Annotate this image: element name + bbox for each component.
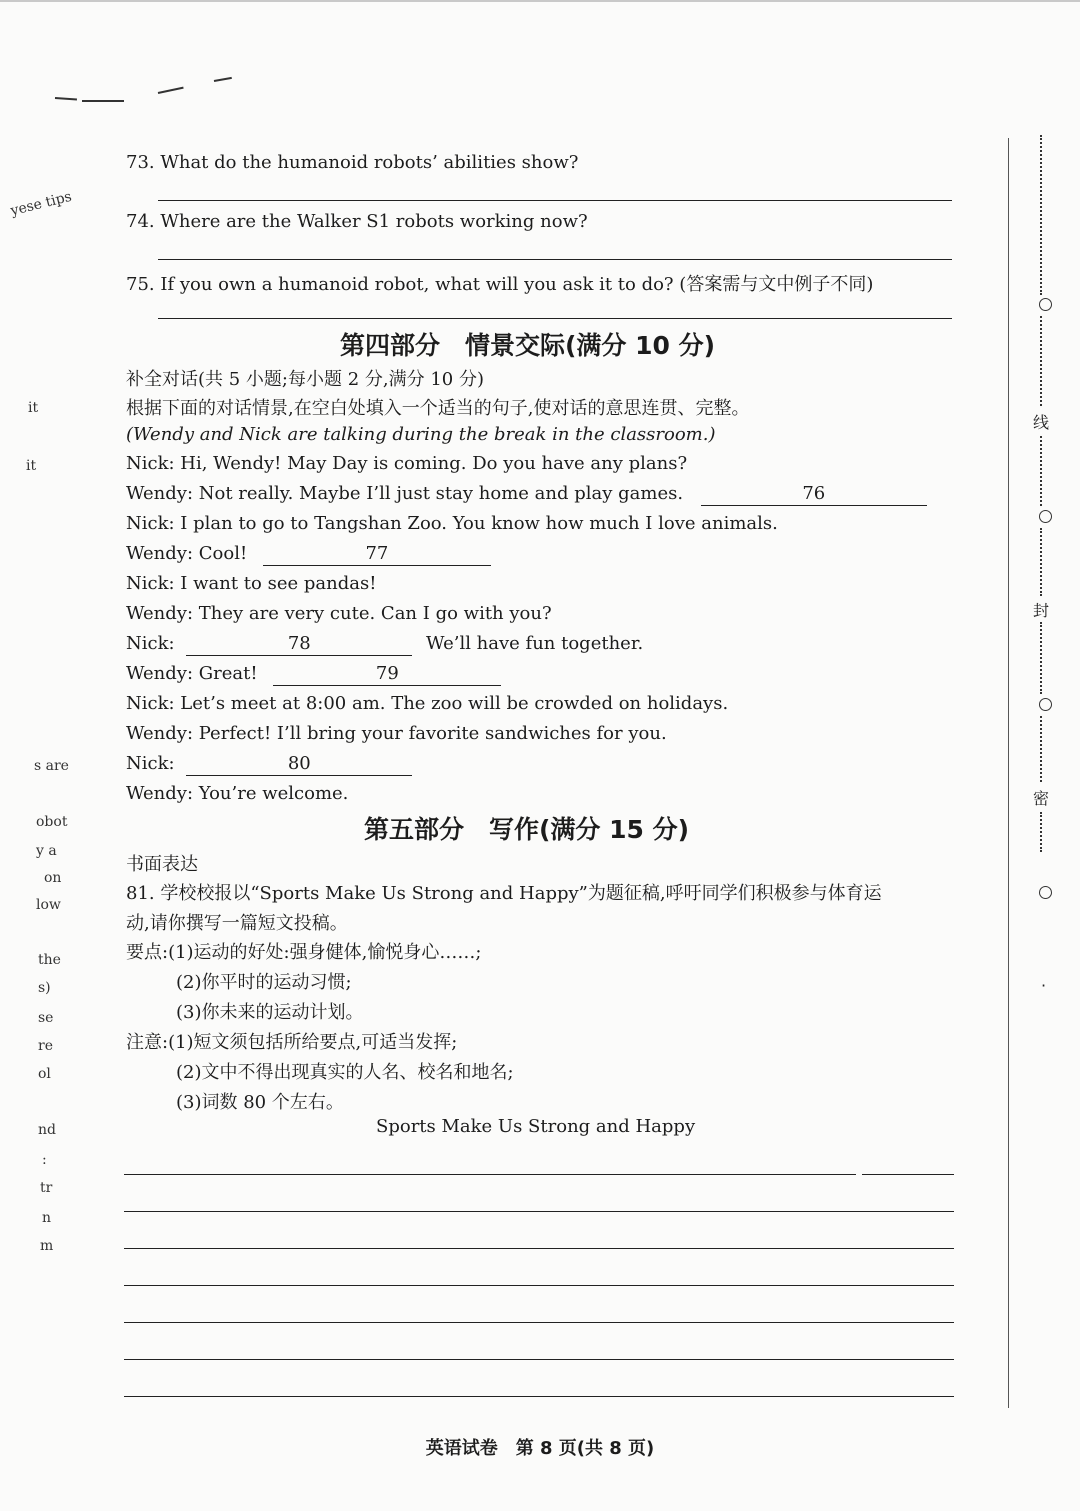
bleed-text: it <box>26 458 37 474</box>
binding-hole <box>1039 698 1052 711</box>
scratch-mark <box>158 87 184 94</box>
page-edge-line <box>1008 138 1009 1408</box>
bleed-text: on <box>44 870 62 886</box>
bleed-text: se <box>38 1010 54 1026</box>
binding-dot: · <box>1041 976 1047 995</box>
key-point: (3)你未来的运动计划。 <box>176 1002 364 1023</box>
part4-title: 第四部分 情景交际(满分 10 分) <box>340 331 716 360</box>
binding-dotted-line <box>1040 622 1042 694</box>
dialogue-line: Nick: Let’s meet at 8:00 am. The zoo will be crowded on holidays. <box>126 693 729 714</box>
dialogue-line: Nick: I plan to go to Tangshan Zoo. You know how much I love animals. <box>126 513 778 534</box>
dialogue-context: (Wendy and Nick are talking during the break in the classroom.) <box>126 424 716 445</box>
binding-hole <box>1039 886 1052 899</box>
binding-dotted-line <box>1040 812 1042 852</box>
writing-line[interactable] <box>124 1248 954 1249</box>
dialogue-line <box>126 483 927 506</box>
bleed-text: m <box>40 1238 54 1254</box>
writing-line[interactable] <box>124 1396 954 1397</box>
blank-78[interactable] <box>186 633 412 656</box>
blank-number: 80 <box>287 753 311 774</box>
note: 注意:(1)短文须包括所给要点,可适当发挥; <box>126 1032 458 1053</box>
dialogue-line: Nick: Hi, Wendy! May Day is coming. Do you have any plans? <box>126 453 688 474</box>
blank-79[interactable] <box>273 663 501 686</box>
writing-line[interactable] <box>124 1285 954 1286</box>
binding-dotted-line <box>1040 436 1042 506</box>
part4-instruction: 根据下面的对话情景,在空白处填入一个适当的句子,使对话的意思连贯、完整。 <box>126 398 750 419</box>
dialogue-text: Wendy: Not really. Maybe I’ll just stay home and play games. <box>126 483 684 504</box>
writing-line[interactable] <box>862 1174 954 1175</box>
binding-hole <box>1039 298 1052 311</box>
blank-number: 79 <box>375 663 399 684</box>
binding-dotted-line <box>1040 528 1042 596</box>
dialogue-line: Wendy: You’re welcome. <box>126 783 349 804</box>
essay-title: Sports Make Us Strong and Happy <box>376 1116 696 1137</box>
answer-line-73[interactable] <box>158 200 952 201</box>
binding-dotted-line <box>1040 716 1042 782</box>
scratch-mark <box>55 97 77 101</box>
binding-hole <box>1039 510 1052 523</box>
dialogue-line: Wendy: They are very cute. Can I go with you? <box>126 603 552 624</box>
dialogue-line: Nick: I want to see pandas! <box>126 573 377 594</box>
dialogue-text: We’ll have fun together. <box>426 633 644 654</box>
dialogue-text: Nick: <box>126 633 175 654</box>
dialogue-line <box>126 543 491 566</box>
blank-number: 77 <box>365 543 389 564</box>
bleed-text: the <box>38 952 61 968</box>
bleed-text: nd <box>38 1122 56 1138</box>
question-75: 75. If you own a humanoid robot, what will you ask it to do? (答案需与文中例子不同) <box>126 274 874 295</box>
writing-line[interactable] <box>124 1359 954 1360</box>
question-74: 74. Where are the Walker S1 robots working now? <box>126 211 588 232</box>
top-edge <box>0 0 1080 2</box>
question-73: 73. What do the humanoid robots’ abilities show? <box>126 152 579 173</box>
part5-label: 书面表达 <box>126 854 198 875</box>
bleed-text: y a <box>36 843 57 859</box>
binding-label: 线 <box>1033 413 1050 432</box>
key-point: 要点:(1)运动的好处:强身健体,愉悦身心……; <box>126 942 482 963</box>
page-footer: 英语试卷 第 8 页(共 8 页) <box>425 1438 655 1459</box>
bleed-text: ol <box>38 1066 51 1082</box>
key-point: (2)你平时的运动习惯; <box>176 972 352 993</box>
answer-line-74[interactable] <box>158 259 952 260</box>
writing-line[interactable] <box>124 1211 954 1212</box>
answer-line-75[interactable] <box>158 318 952 319</box>
dialogue-line <box>126 633 643 656</box>
bleed-text: obot <box>36 814 68 830</box>
note: (2)文中不得出现真实的人名、校名和地名; <box>176 1062 514 1083</box>
bleed-text: re <box>38 1038 53 1054</box>
binding-dotted-line <box>1040 135 1042 295</box>
blank-76[interactable] <box>701 483 927 506</box>
note: (3)词数 80 个左右。 <box>176 1092 344 1113</box>
bleed-text: yese tips <box>8 188 74 220</box>
bleed-text: s are <box>34 758 69 774</box>
blank-80[interactable] <box>186 753 412 776</box>
dialogue-text: Wendy: Great! <box>126 663 258 684</box>
binding-dotted-line <box>1040 316 1042 406</box>
writing-prompt: 动,请你撰写一篇短文投稿。 <box>126 913 348 934</box>
binding-label: 封 <box>1033 601 1050 620</box>
writing-prompt: 81. 学校校报以“Sports Make Us Strong and Happy”为题征稿,呼吁同学们积极参与体育运 <box>126 883 882 904</box>
bleed-text: tr <box>40 1180 53 1196</box>
part4-subtitle: 补全对话(共 5 小题;每小题 2 分,满分 10 分) <box>126 369 484 390</box>
bleed-text: : <box>42 1152 47 1168</box>
blank-77[interactable] <box>263 543 491 566</box>
dialogue-line <box>126 753 412 776</box>
bleed-text: s) <box>38 980 51 996</box>
writing-line[interactable] <box>124 1174 856 1175</box>
blank-number: 78 <box>287 633 311 654</box>
dialogue-line: Wendy: Perfect! I’ll bring your favorite sandwiches for you. <box>126 723 667 744</box>
binding-label: 密 <box>1033 789 1050 808</box>
dialogue-line <box>126 663 501 686</box>
scratch-mark <box>82 100 124 102</box>
blank-number: 76 <box>802 483 826 504</box>
part5-title: 第五部分 写作(满分 15 分) <box>364 815 690 844</box>
writing-line[interactable] <box>124 1322 954 1323</box>
dialogue-text: Wendy: Cool! <box>126 543 248 564</box>
bleed-text: it <box>28 400 39 416</box>
dialogue-text: Nick: <box>126 753 175 774</box>
bleed-text: low <box>36 897 61 913</box>
bleed-text: n <box>42 1210 52 1226</box>
scratch-mark <box>214 77 232 82</box>
